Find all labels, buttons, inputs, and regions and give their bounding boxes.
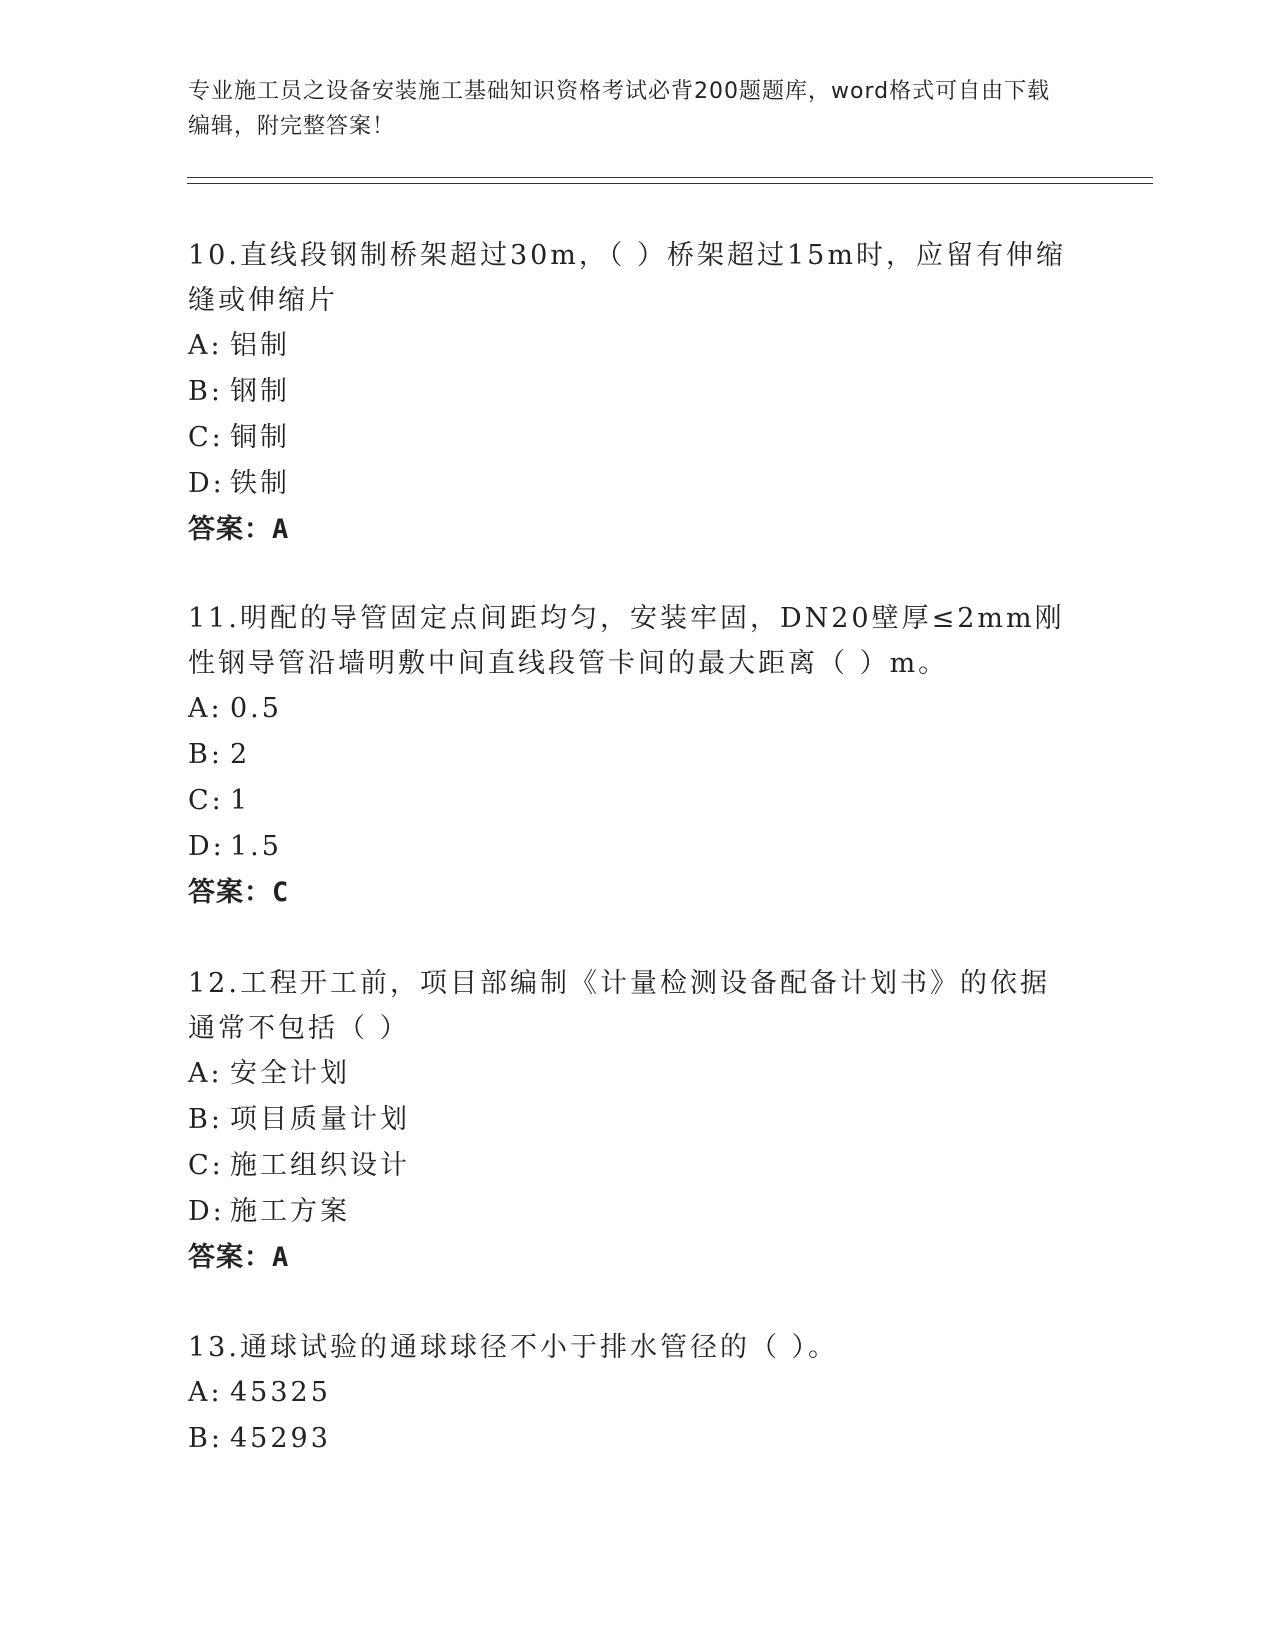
option-letter: A: <box>188 330 223 361</box>
option-letter: B: <box>188 1104 223 1135</box>
question-11 <box>188 596 1068 916</box>
option-b <box>188 732 1068 778</box>
option-b <box>188 1097 1068 1143</box>
option-letter: A: <box>188 1058 223 1089</box>
answer-value: A <box>272 1242 290 1273</box>
option-c <box>188 415 1068 461</box>
option-letter: B: <box>188 739 223 770</box>
option-a <box>188 686 1068 732</box>
option-letter: D: <box>188 831 225 862</box>
answer-line <box>188 870 1068 916</box>
option-a <box>188 1370 1068 1416</box>
option-d <box>188 461 1068 507</box>
option-d <box>188 824 1068 870</box>
option-text: 铁制 <box>230 468 290 499</box>
answer-value: A <box>272 514 290 545</box>
answer-line <box>188 1235 1068 1281</box>
question-text: 11.明配的导管固定点间距均匀，安装牢固，DN20壁厚≤2mm刚性钢导管沿墙明敷中间直线段管卡间的最大距离（ ）m。 <box>188 603 1065 679</box>
option-letter: C: <box>188 785 224 816</box>
option-text: 2 <box>230 739 251 770</box>
answer-value: C <box>272 877 290 908</box>
option-b <box>188 1416 1068 1462</box>
option-letter: D: <box>188 1196 225 1227</box>
option-letter: B: <box>188 1423 223 1454</box>
question-10 <box>188 233 1068 553</box>
option-letter: A: <box>188 1377 223 1408</box>
option-c <box>188 778 1068 824</box>
option-text: 1.5 <box>230 831 282 862</box>
question-text: 13.通球试验的通球球径不小于排水管径的（ ）。 <box>188 1332 839 1363</box>
option-text: 施工方案 <box>230 1196 350 1227</box>
option-text: 0.5 <box>230 693 282 724</box>
answer-label: 答案： <box>188 514 272 545</box>
answer-line <box>188 507 1068 553</box>
option-letter: C: <box>188 1150 224 1181</box>
option-a <box>188 1051 1068 1097</box>
option-d <box>188 1189 1068 1235</box>
option-letter: B: <box>188 376 223 407</box>
option-text: 铜制 <box>230 422 290 453</box>
option-text: 项目质量计划 <box>230 1104 410 1135</box>
option-a <box>188 323 1068 369</box>
option-text: 45325 <box>230 1377 331 1408</box>
answer-label: 答案： <box>188 1242 272 1273</box>
question-text: 12.工程开工前，项目部编制《计量检测设备配备计划书》的依据通常不包括（ ） <box>188 968 1050 1044</box>
option-b <box>188 369 1068 415</box>
header-divider-top <box>187 177 1153 178</box>
header-divider-bottom <box>187 183 1153 184</box>
question-text: 10.直线段钢制桥架超过30m，（ ）桥架超过15m时，应留有伸缩缝或伸缩片 <box>188 240 1066 316</box>
option-letter: D: <box>188 468 225 499</box>
option-text: 钢制 <box>230 376 290 407</box>
option-c <box>188 1143 1068 1189</box>
option-text: 铝制 <box>230 330 290 361</box>
option-letter: A: <box>188 693 223 724</box>
document-header: 专业施工员之设备安装施工基础知识资格考试必背200题题库，word格式可自由下载编辑，附完整答案！ <box>188 79 1051 139</box>
option-text: 45293 <box>230 1423 331 1454</box>
question-12 <box>188 961 1068 1281</box>
option-text: 安全计划 <box>230 1058 350 1089</box>
option-letter: C: <box>188 422 224 453</box>
option-text: 施工组织设计 <box>230 1150 410 1181</box>
question-13 <box>188 1325 1068 1462</box>
answer-label: 答案： <box>188 877 272 908</box>
option-text: 1 <box>230 785 251 816</box>
